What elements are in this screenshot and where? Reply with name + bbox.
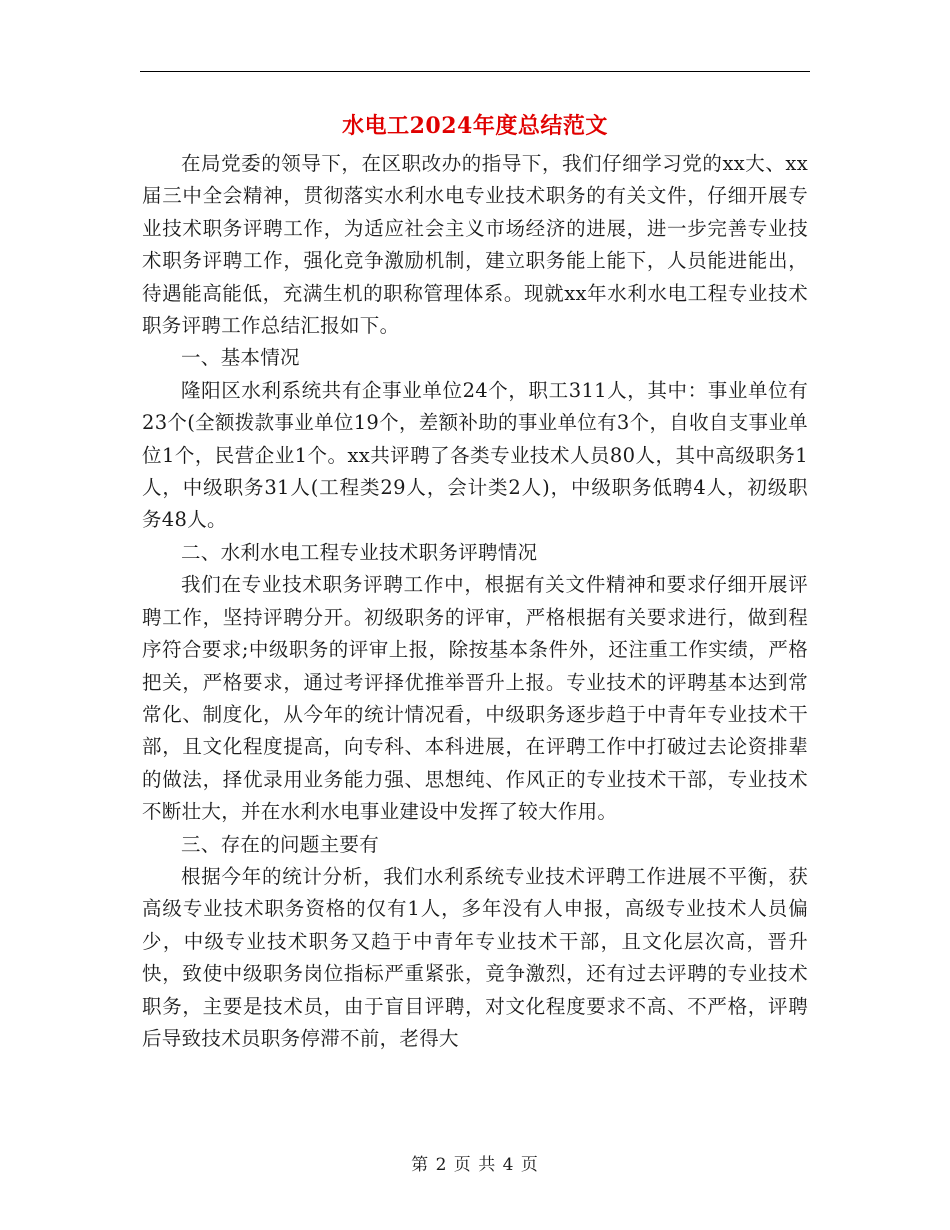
paragraph-evaluation: 我们在专业技术职务评聘工作中，根据有关文件精神和要求仔细开展评聘工作，坚持评聘分开。初级职务的评审，严格根据有关要求进行，做到程序符合要求;中级职务的评审上报，除按基本条件外，还注重工作实绩，严格把关，严格要求，通过考评择优推举晋升上报。专业技术的评聘基本达到常常化、制度化，从今年的统计情况看，中级职务逐步趋于中青年专业技术干部，且文化程度提高，向专科、本科进展，在评聘工作中打破过去论资排辈的做法，择优录用业务能力强、思想纯、作风正的专业技术干部，专业技术不断壮大，并在水利水电事业建设中发挥了较大作用。	[142, 573, 808, 824]
section-heading-problems: 三、存在的问题主要有	[181, 832, 380, 856]
page-number: 第 2 页 共 4 页	[411, 1155, 539, 1175]
header-rule	[140, 71, 810, 72]
paragraph-intro: 在局党委的领导下，在区职改办的指导下，我们仔细学习党的xx大、xx届三中全会精神，贯彻落实水利水电专业技术职务的有关文件，仔细开展专业技术职务评聘工作，为适应社会主义市场经济的进展，进一步完善专业技术职务评聘工作，强化竞争激励机制，建立职务能上能下，人员能进能出，待遇能高能低，充满生机的职称管理体系。现就xx年水利水电工程专业技术职务评聘工作总结汇报如下。	[142, 152, 808, 338]
section-heading-evaluation: 二、水利水电工程专业技术职务评聘情况	[181, 540, 538, 564]
document-title: 水电工2024年度总结范文	[342, 113, 608, 139]
paragraph-basic-situation: 隆阳区水利系统共有企事业单位24个，职工311人，其中：事业单位有23个(全额拨款事业单位19个，差额补助的事业单位有3个，自收自支事业单位1个，民营企业1个。xx共评聘了各类专业技术人员80人，其中高级职务1人，中级职务31人(工程类29人，会计类2人)，中级职务低聘4人，初级职务48人。	[142, 378, 808, 532]
paragraph-problems: 根据今年的统计分析，我们水利系统专业技术评聘工作进展不平衡，获高级专业技术职务资格的仅有1人，多年没有人申报，高级专业技术人员偏少，中级专业技术职务又趋于中青年专业技术干部，且文化层次高，晋升快，致使中级职务岗位指标严重紧张，竟争激烈，还有过去评聘的专业技术职务，主要是技术员，由于盲目评聘，对文化程度要求不高、不严格，评聘后导致技术员职务停滞不前，老得大	[142, 864, 808, 1050]
document-body	[142, 148, 808, 1055]
section-heading-basic-situation: 一、基本情况	[181, 346, 300, 370]
